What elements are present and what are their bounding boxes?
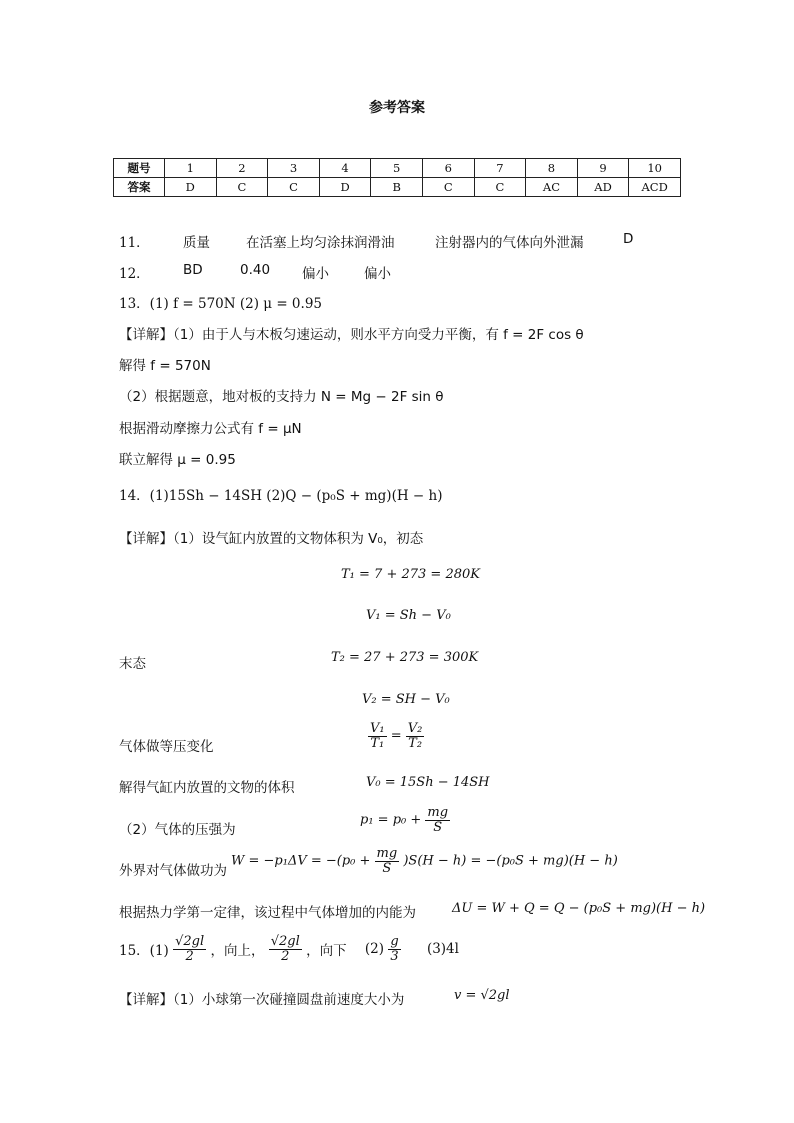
- q14-eq-pressure: [360, 806, 450, 834]
- q11-number: 11．: [119, 235, 150, 251]
- table-cell: D: [165, 178, 217, 197]
- q14-eq-v1: V₁ = Sh − V₀: [366, 608, 451, 623]
- q14-eq-t2: T₂ = 27 + 273 = 300K: [331, 650, 479, 665]
- q14-eq-internal-energy: ΔU = W + Q = Q − (p₀S + mg)(H − h): [452, 901, 706, 916]
- q13-detail-3: （2）根据题意，地对板的支持力 N = Mg − 2F sin θ: [119, 389, 444, 405]
- q15-part-2-label: (2): [364, 941, 385, 958]
- table-cell: 9: [577, 159, 629, 178]
- page-title: 参考答案: [369, 100, 425, 116]
- q12-answer-1: BD: [183, 262, 203, 278]
- table-cell: 6: [422, 159, 474, 178]
- table-cell: 3: [268, 159, 320, 178]
- fraction-denominator: T₂: [408, 735, 423, 751]
- q12-number: 12．: [119, 266, 150, 282]
- q11-answer-1: 质量: [183, 235, 210, 251]
- q14-pressure-label: （2）气体的压强为: [119, 822, 236, 838]
- q14-work-label: 外界对气体做功为: [119, 863, 227, 879]
- q14-eq-work: [231, 847, 618, 875]
- q15-part-3: (3)4l: [426, 941, 459, 958]
- q13-answer-line: 13．(1) f = 570N (2) μ = 0.95: [119, 296, 322, 312]
- table-header-number: 题号: [114, 159, 165, 178]
- q13-detail-2: 解得 f = 570N: [119, 358, 211, 374]
- q15-direction-down: ，向下: [306, 943, 347, 960]
- table-cell: C: [216, 178, 268, 197]
- fraction-numerator: √2gl: [270, 934, 300, 949]
- fraction-numerator: mg: [427, 805, 449, 820]
- table-row-answers: [114, 178, 681, 197]
- q14-first-law-label: 根据热力学第一定律，该过程中气体增加的内能为: [119, 905, 416, 921]
- q14-eq-t1: T₁ = 7 + 273 = 280K: [341, 567, 480, 582]
- q15-eq-velocity: v = √2gl: [454, 988, 510, 1003]
- fraction-denominator: 2: [281, 948, 290, 964]
- table-cell: 8: [526, 159, 578, 178]
- q14-final-state-label: 末态: [119, 656, 146, 672]
- fraction-denominator: 3: [390, 948, 399, 964]
- table-cell: D: [319, 178, 371, 197]
- table-cell: C: [422, 178, 474, 197]
- table-cell: ACD: [629, 178, 681, 197]
- table-cell: 10: [629, 159, 681, 178]
- q11-answer-4: D: [623, 231, 634, 247]
- fraction-denominator: S: [382, 860, 392, 876]
- fraction-denominator: S: [433, 819, 443, 835]
- q11-answer-2: 在活塞上均匀涂抹润滑油: [246, 235, 395, 251]
- q15-detail-1: 【详解】（1）小球第一次碰撞圆盘前速度大小为: [119, 992, 405, 1008]
- work-part-a: W = −p₁ΔV = −(p₀ +: [231, 853, 371, 869]
- q14-eq-v2: V₂ = SH − V₀: [362, 692, 450, 707]
- q12-answer-3: 偏小: [302, 266, 329, 282]
- fraction-numerator: mg: [376, 846, 398, 861]
- fraction-denominator: T₁: [370, 735, 385, 751]
- table-cell: AC: [526, 178, 578, 197]
- fraction-numerator: g: [390, 934, 399, 949]
- table-cell: 2: [216, 159, 268, 178]
- q14-answer-line: 14．(1)15Sh − 14SH (2)Q − (p₀S + mg)(H − h): [119, 488, 443, 504]
- q14-isobaric-label: 气体做等压变化: [119, 739, 214, 755]
- answer-table: [113, 158, 681, 197]
- table-cell: 7: [474, 159, 526, 178]
- q12-answer-2: 0.40: [240, 262, 271, 278]
- table-cell: C: [474, 178, 526, 197]
- q14-eq-ratio: $\frac{\text{V₁}}{\text{T₁}}$ = $\frac{\text{V₂}}{\text{T₂}}$: [370, 721, 423, 751]
- table-header-answer: 答案: [114, 178, 165, 197]
- q14-detail-1: 【详解】（1）设气缸内放置的文物体积为 V₀，初态: [119, 531, 424, 547]
- q13-detail-1: 【详解】（1）由于人与木板匀速运动，则水平方向受力平衡，有 f = 2F cos θ: [119, 327, 584, 343]
- table-cell: B: [371, 178, 423, 197]
- fraction-numerator: V₁: [370, 721, 385, 736]
- q11-answer-3: 注射器内的气体向外泄漏: [435, 235, 584, 251]
- q15-direction-up: ，向上，: [210, 943, 265, 960]
- table-cell: C: [268, 178, 320, 197]
- pressure-lhs: p₁ = p₀ +: [360, 812, 422, 828]
- q14-eq-volume: V₀ = 15Sh − 14SH: [366, 775, 490, 790]
- q13-detail-4: 根据滑动摩擦力公式有 f = μN: [119, 421, 302, 437]
- table-cell: AD: [577, 178, 629, 197]
- q15-number: 15．(1): [119, 943, 169, 960]
- table-cell: 5: [371, 159, 423, 178]
- table-cell: 1: [165, 159, 217, 178]
- table-cell: 4: [319, 159, 371, 178]
- fraction-denominator: 2: [185, 948, 194, 964]
- q13-detail-5: 联立解得 μ = 0.95: [119, 452, 236, 468]
- q12-answer-4: 偏小: [364, 266, 391, 282]
- q15-answer-line: [119, 935, 459, 963]
- work-part-b: )S(H − h) = −(p₀S + mg)(H − h): [403, 853, 618, 869]
- table-row-numbers: [114, 159, 681, 178]
- fraction-numerator: √2gl: [175, 934, 205, 949]
- q14-volume-label: 解得气缸内放置的文物的体积: [119, 780, 295, 796]
- fraction-numerator: V₂: [407, 721, 423, 736]
